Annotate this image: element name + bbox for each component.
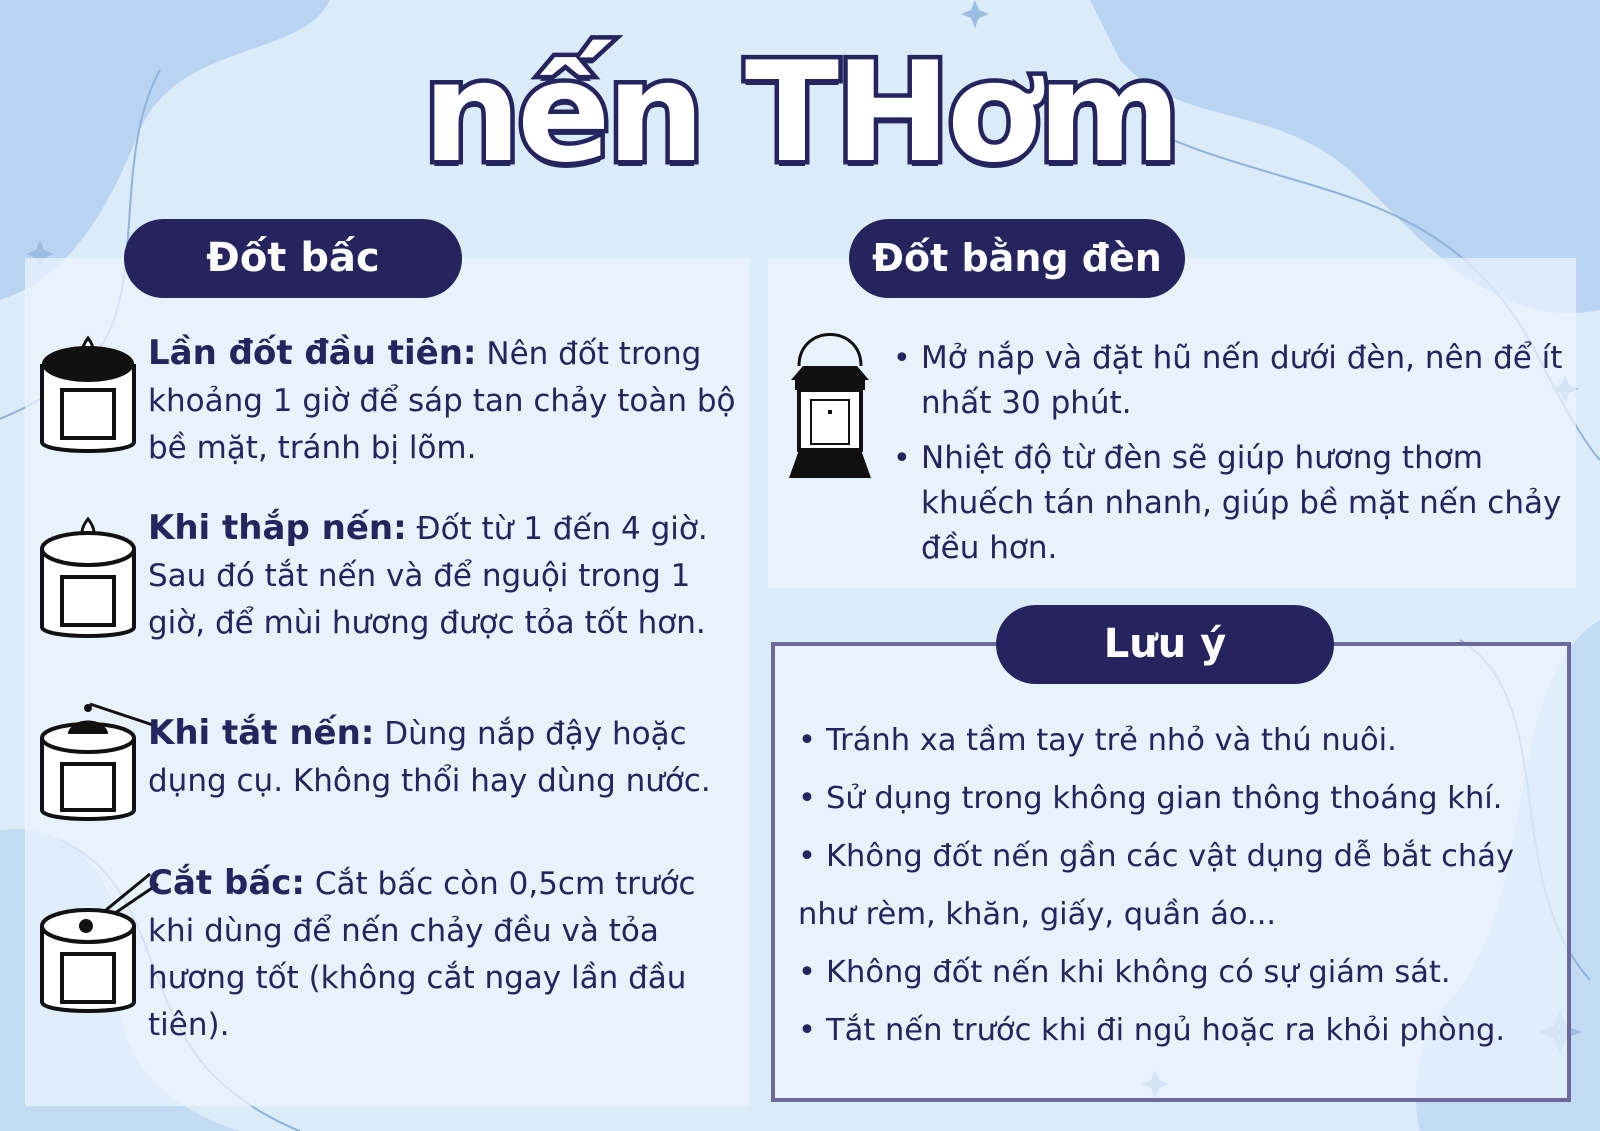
candle-jar-lit-full-icon [38, 334, 138, 464]
lighting-text: Đốt từ 1 đến 4 giờ. Sau đó tắt nến và để nguội trong 1 giờ, để mùi hương được tỏa tốt hơn. [148, 511, 708, 641]
lighting-label: Khi thắp nến: [148, 508, 407, 548]
notes-heading: Lưu ý [996, 605, 1334, 684]
note-item: • Không đốt nến khi không có sự giám sát. [798, 944, 1568, 1002]
wick-burning-heading: Đốt bấc [124, 219, 462, 298]
note-item: • Không đốt nến gần các vật dụng dễ bắt cháy [798, 828, 1568, 886]
candle-jar-flame-icon [38, 515, 138, 650]
lamp-burning-heading: Đốt bằng đèn [849, 219, 1185, 298]
lamp-instruction-item: • Mở nắp và đặt hũ nến dưới đèn, nên để ít nhất 30 phút. [893, 336, 1573, 426]
page-title: nến THơm [422, 32, 1178, 193]
candle-warmer-lamp-icon [785, 330, 875, 485]
note-item: • Sử dụng trong không gian thông thoáng khí. [798, 770, 1568, 828]
first-burn-label: Lần đốt đầu tiên: [148, 333, 477, 373]
lamp-instruction-item: • Nhiệt độ từ đèn sẽ giúp hương thơm khuếch tán nhanh, giúp bề mặt nến chảy đều hơn. [893, 436, 1573, 571]
instruction-lighting [148, 505, 748, 647]
trim-wick-text: Cắt bấc còn 0,5cm trước khi dùng để nến chảy đều và tỏa hương tốt (không cắt ngay lần đầu tiên). [148, 866, 696, 1043]
candle-snuffer-icon [38, 698, 163, 833]
note-item: • Tránh xa tầm tay trẻ nhỏ và thú nuôi. [798, 712, 1568, 770]
instruction-extinguish [148, 710, 748, 805]
note-item-continued: như rèm, khăn, giấy, quần áo... [798, 897, 1277, 932]
instruction-trim-wick [148, 860, 748, 1049]
first-burn-text: Nên đốt trong khoảng 1 giờ để sáp tan chảy toàn bộ bề mặt, tránh bị lõm. [148, 336, 736, 466]
trim-wick-label: Cắt bấc: [148, 863, 306, 903]
instruction-first-burn [148, 330, 748, 472]
lamp-instructions-list [893, 336, 1573, 581]
note-item: • Tắt nến trước khi đi ngủ hoặc ra khỏi phòng. [798, 1002, 1568, 1060]
wick-trimmer-icon [38, 870, 163, 1025]
extinguish-text: Dùng nắp đậy hoặc dụng cụ. Không thổi hay dùng nước. [148, 716, 711, 799]
extinguish-label: Khi tắt nến: [148, 713, 375, 753]
notes-list [798, 712, 1568, 1060]
